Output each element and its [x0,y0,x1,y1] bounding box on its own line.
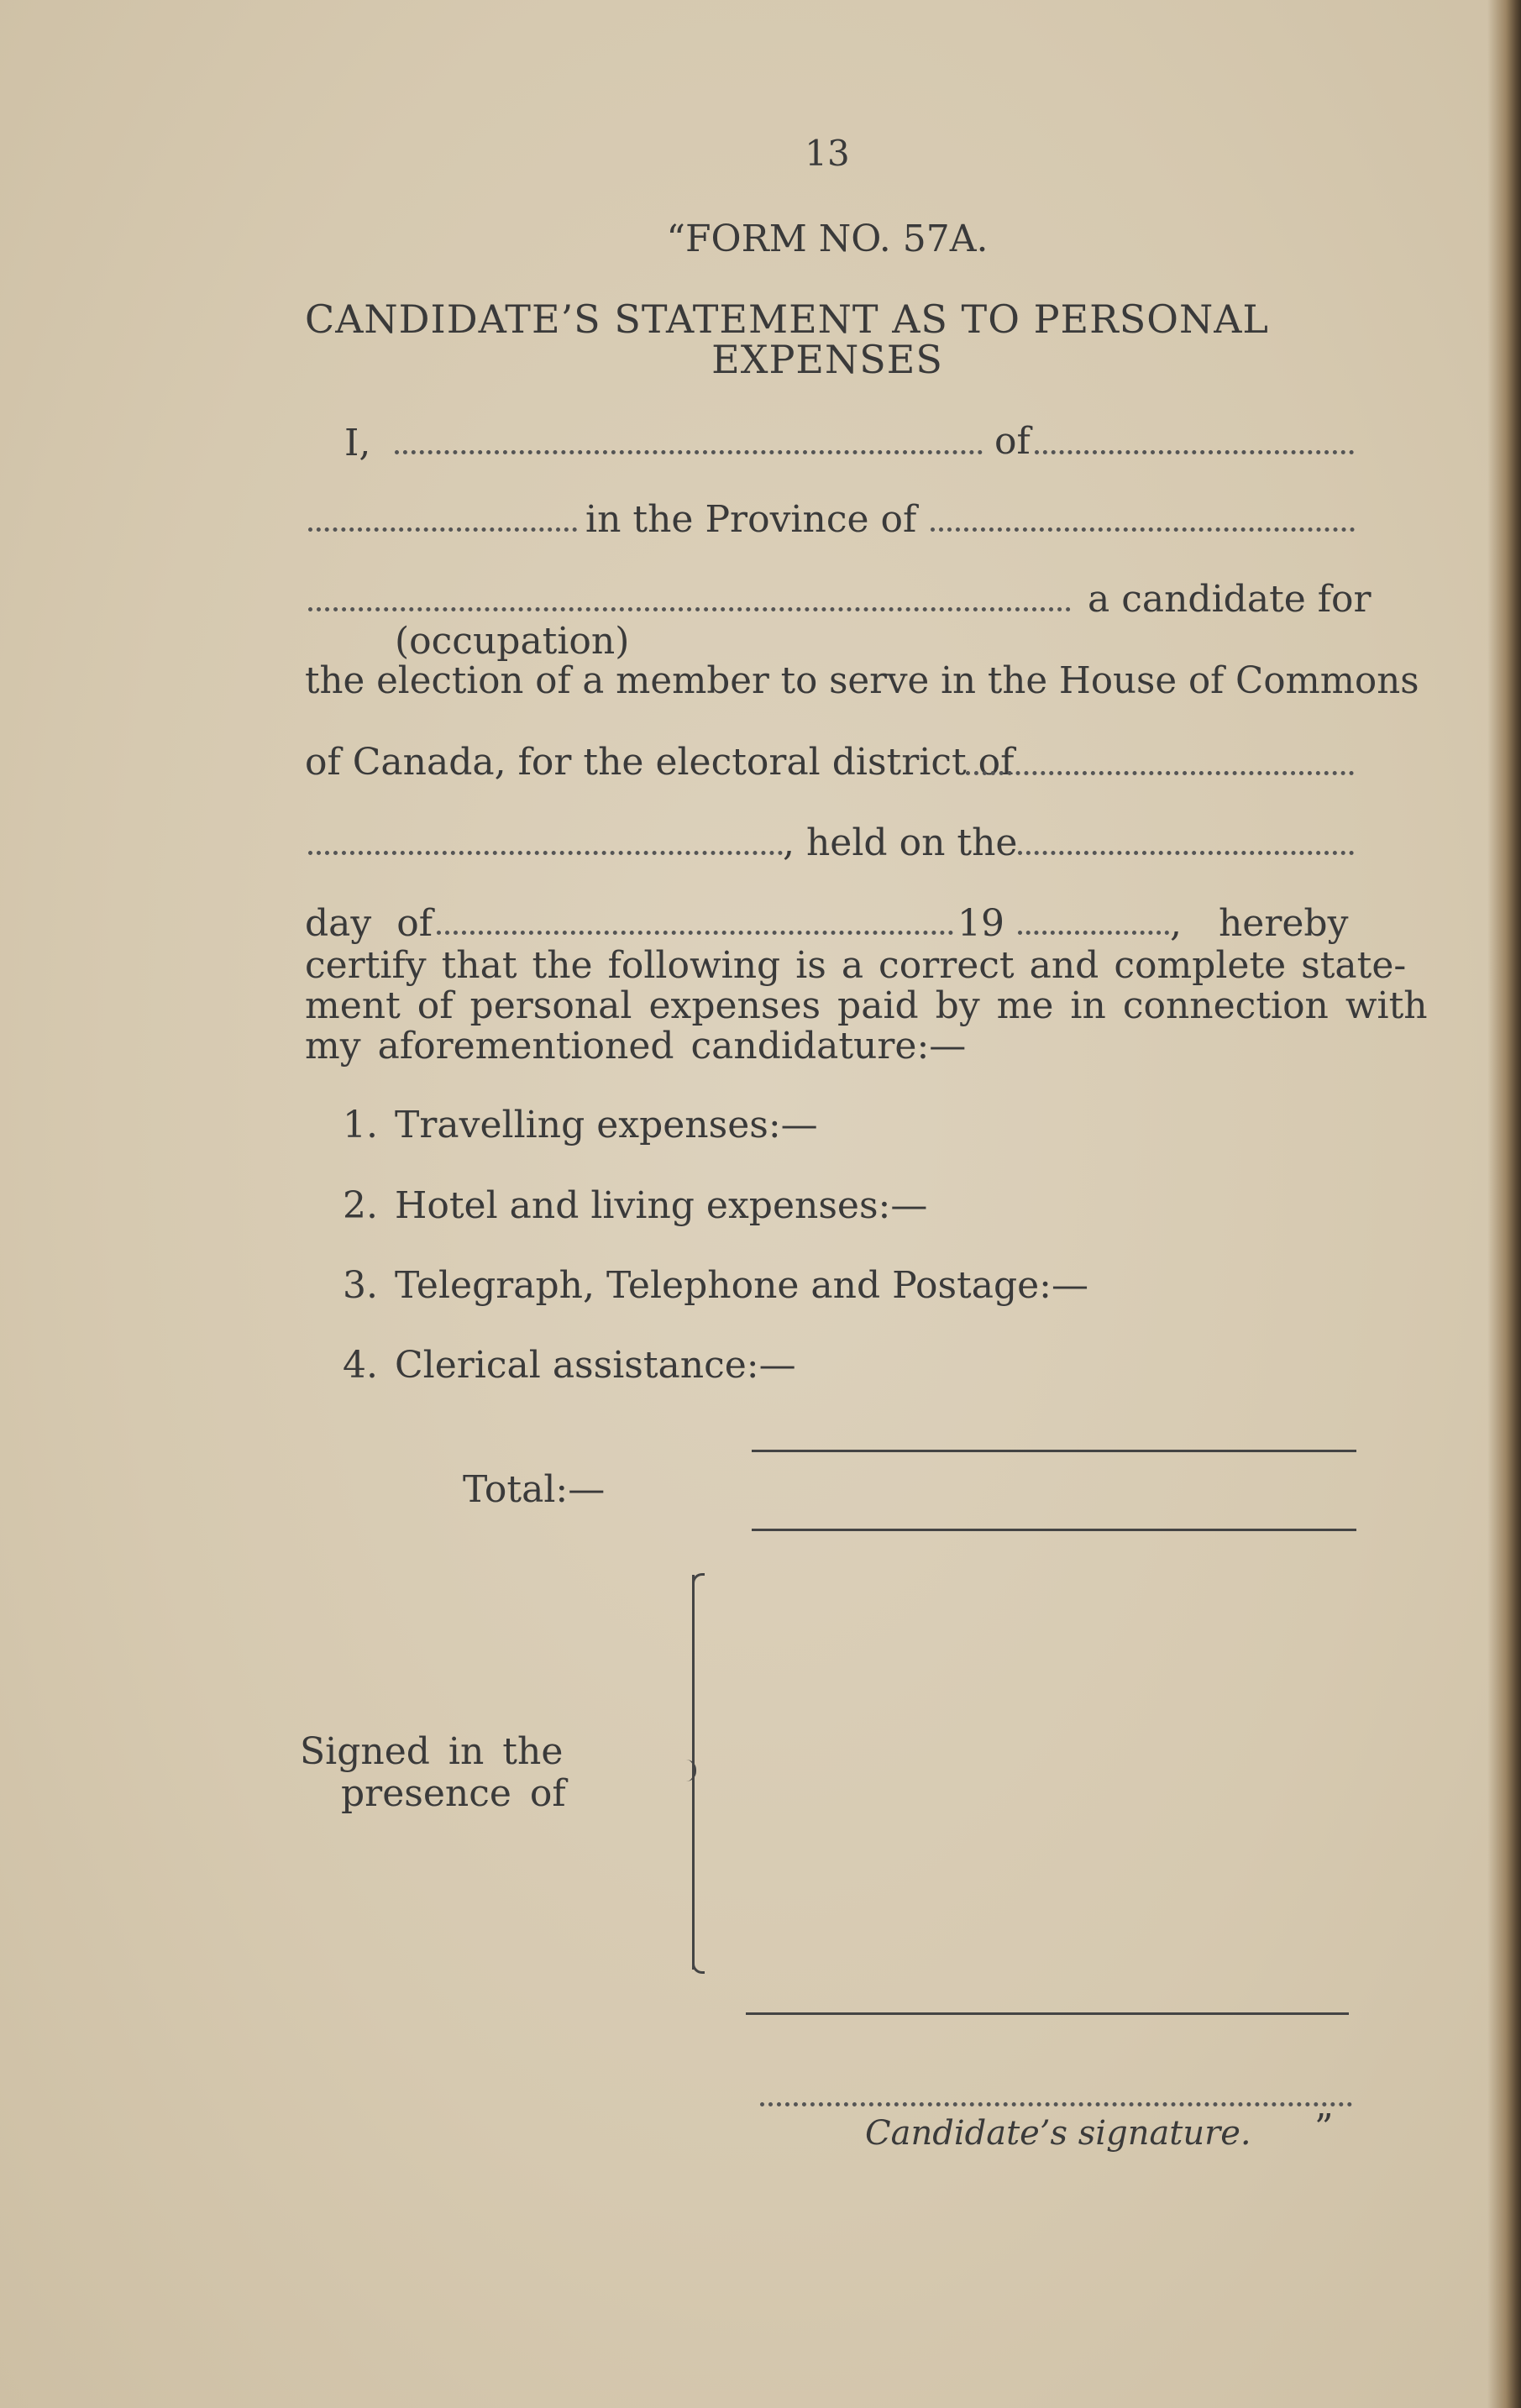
closing-quote: ” [1314,2106,1334,2149]
total-label: Total:— [463,1468,606,1511]
total-rule-top [752,1450,1356,1452]
year-blank [1018,931,1169,935]
expense-item-4-number: 4. [343,1344,378,1387]
label-of: of [994,420,1031,463]
candidate-signature-label: Candidate’s signature. [865,2114,1251,2153]
election-day-blank [1018,851,1354,855]
witness-signature-line [746,2012,1349,2015]
expense-item-2-label: Hotel and living expenses:— [395,1184,928,1227]
certify-line-1: certify that the following is a correct and complete state- [305,944,1407,987]
occupation-blank [308,607,1071,611]
label-occupation: (occupation) [395,620,630,663]
label-held-on: , held on the [783,821,1018,864]
brace-bottom [692,1959,705,1974]
label-a-candidate-for: a candidate for [1088,578,1372,621]
expense-item-1-number: 1. [343,1104,378,1146]
month-blank [437,931,953,935]
label-i: I, [344,422,371,464]
expense-item-2-number: 2. [343,1184,378,1227]
label-year-prefix: 19 [957,902,1004,945]
expense-item-1-label: Travelling expenses:— [395,1104,818,1146]
candidate-signature-blank [760,2102,1352,2106]
page-number: 13 [805,133,850,174]
signed-presence-line-2: presence of [341,1772,566,1815]
expense-item-4-label: Clerical assistance:— [395,1344,796,1387]
label-district-line: of Canada, for the electoral district of [305,741,1015,784]
name-blank [395,450,983,454]
heading-line-2: EXPENSES [711,337,943,382]
label-in-province: in the Province of [585,498,917,541]
label-day-of: day of [305,902,433,945]
signed-presence-line-1: Signed in the [300,1730,564,1773]
district-blank [966,771,1354,775]
heading-line-1: CANDIDATE’S STATEMENT AS TO PERSONAL [305,296,1269,342]
label-hereby: , hereby [1170,902,1349,945]
certify-line-2: ment of personal expenses paid by me in connection with [305,984,1428,1027]
address-blank-continued [308,527,577,532]
expense-item-3-number: 3. [343,1264,378,1307]
label-election-line: the election of a member to serve in the House of Commons [305,660,1419,702]
book-spine-shadow [1487,0,1521,2408]
form-title-text: “FORM NO. 57A. [666,218,989,260]
certify-line-3: my aforementioned candidature:— [305,1025,967,1068]
district-blank-continued [308,851,783,855]
province-blank [931,527,1355,532]
form-title [588,218,1067,260]
address-blank [1035,450,1354,454]
expense-item-3-label: Telegraph, Telephone and Postage:— [395,1264,1088,1307]
total-rule-bottom [752,1529,1356,1531]
